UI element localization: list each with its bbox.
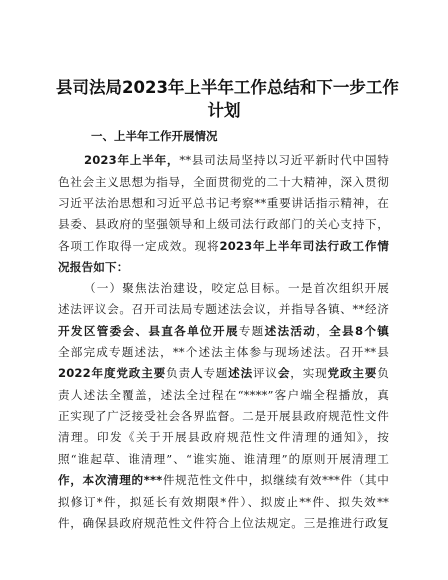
body-line [58, 472, 389, 488]
bold-text: 本次清理的*** [82, 473, 163, 487]
body-text: 评议 [253, 366, 278, 380]
body-line [58, 301, 389, 317]
body-line [58, 323, 389, 339]
body-text: 责人述法全覆盖，述法全过程在“****”客户端全程播放，真 [58, 388, 389, 402]
bold-text: 2023年上半年， [84, 153, 180, 167]
bold-text: 全县8个镇 [329, 324, 389, 338]
body-text: 清理。印发《关于开展县政府规范性文件清理的通知》，按 [58, 430, 389, 444]
body-text: 件，确保县政府规范性文件符合上位法规定。三是推进行政复 [58, 516, 389, 530]
body-line [58, 387, 389, 403]
body-text: 件规范性文件中，拟继续有效***件（其中 [162, 473, 389, 487]
body-line [58, 515, 389, 531]
body-line [58, 344, 389, 360]
bold-text: 会 [277, 366, 291, 380]
body-text: 拟修订*件，拟延长有效期限*件）、拟废止**件、拟失效** [58, 495, 389, 509]
body-line [58, 238, 389, 254]
section-heading: 一、上半年工作开展情况 [91, 129, 218, 143]
bold-text: 人 [190, 366, 204, 380]
document-title-line-1: 县司法局2023年上半年工作总结和下一步工作 [56, 78, 399, 97]
body-line [58, 494, 389, 510]
body-text: 述法评议会。召开司法局专题述法会议，并指导各镇、**经济 [58, 302, 389, 316]
bold-text: 况报告如下： [58, 260, 129, 274]
body-text: 照“谁起草、谁清理”、“谁实施、谁清理”的原则开展清理工 [58, 452, 389, 466]
body-text: 习近平法治思想和习近平总书记考察**重要讲话指示精神，在 [58, 196, 389, 210]
body-line [84, 152, 389, 168]
bold-text: 述法活动 [264, 324, 317, 338]
body-text: 负责 [166, 366, 191, 380]
body-line [58, 451, 389, 467]
body-text: ，实现 [290, 366, 328, 380]
body-line [58, 365, 389, 381]
document-title-line-2: 计划 [207, 101, 241, 120]
body-line [58, 174, 389, 190]
body-line [84, 280, 389, 296]
body-line [58, 408, 389, 424]
bold-text: 开发区管委会、县直各单位开展 [58, 324, 239, 338]
body-text: 负 [377, 366, 389, 380]
body-text: 全部完成专题述法，**个述法主体参与现场述法。召开**县 [58, 345, 389, 359]
body-text: 专题 [203, 366, 229, 380]
bold-text: 作， [58, 473, 83, 487]
body-line [58, 195, 389, 211]
body-text: 专题 [238, 324, 265, 338]
body-text: **县司法局坚持以习近平新时代中国特 [179, 153, 390, 167]
bold-text: 2022年度党政主要 [58, 366, 167, 380]
body-line [58, 429, 389, 445]
body-text: 色社会主义思想为指导，全面贯彻党的二十大精神，深入贯彻 [58, 175, 389, 189]
body-line [58, 259, 389, 275]
body-text: （一）聚焦法治建设，咬定总目标。一是首次组织开展 [84, 281, 389, 295]
body-text: ， [316, 324, 330, 338]
body-line [58, 216, 389, 232]
body-text: 各项工作取得一定成效。现将 [58, 239, 220, 253]
bold-text: 2023年上半年司法行政工作情 [219, 239, 389, 253]
bold-text: 党政主要 [327, 366, 378, 380]
body-text: 正实现了广泛接受社会各界监督。二是开展县政府规范性文件 [58, 409, 389, 423]
body-text: 县委、县政府的坚强领导和上级司法行政部门的关心支持下， [58, 217, 389, 231]
bold-text: 述法 [228, 366, 254, 380]
